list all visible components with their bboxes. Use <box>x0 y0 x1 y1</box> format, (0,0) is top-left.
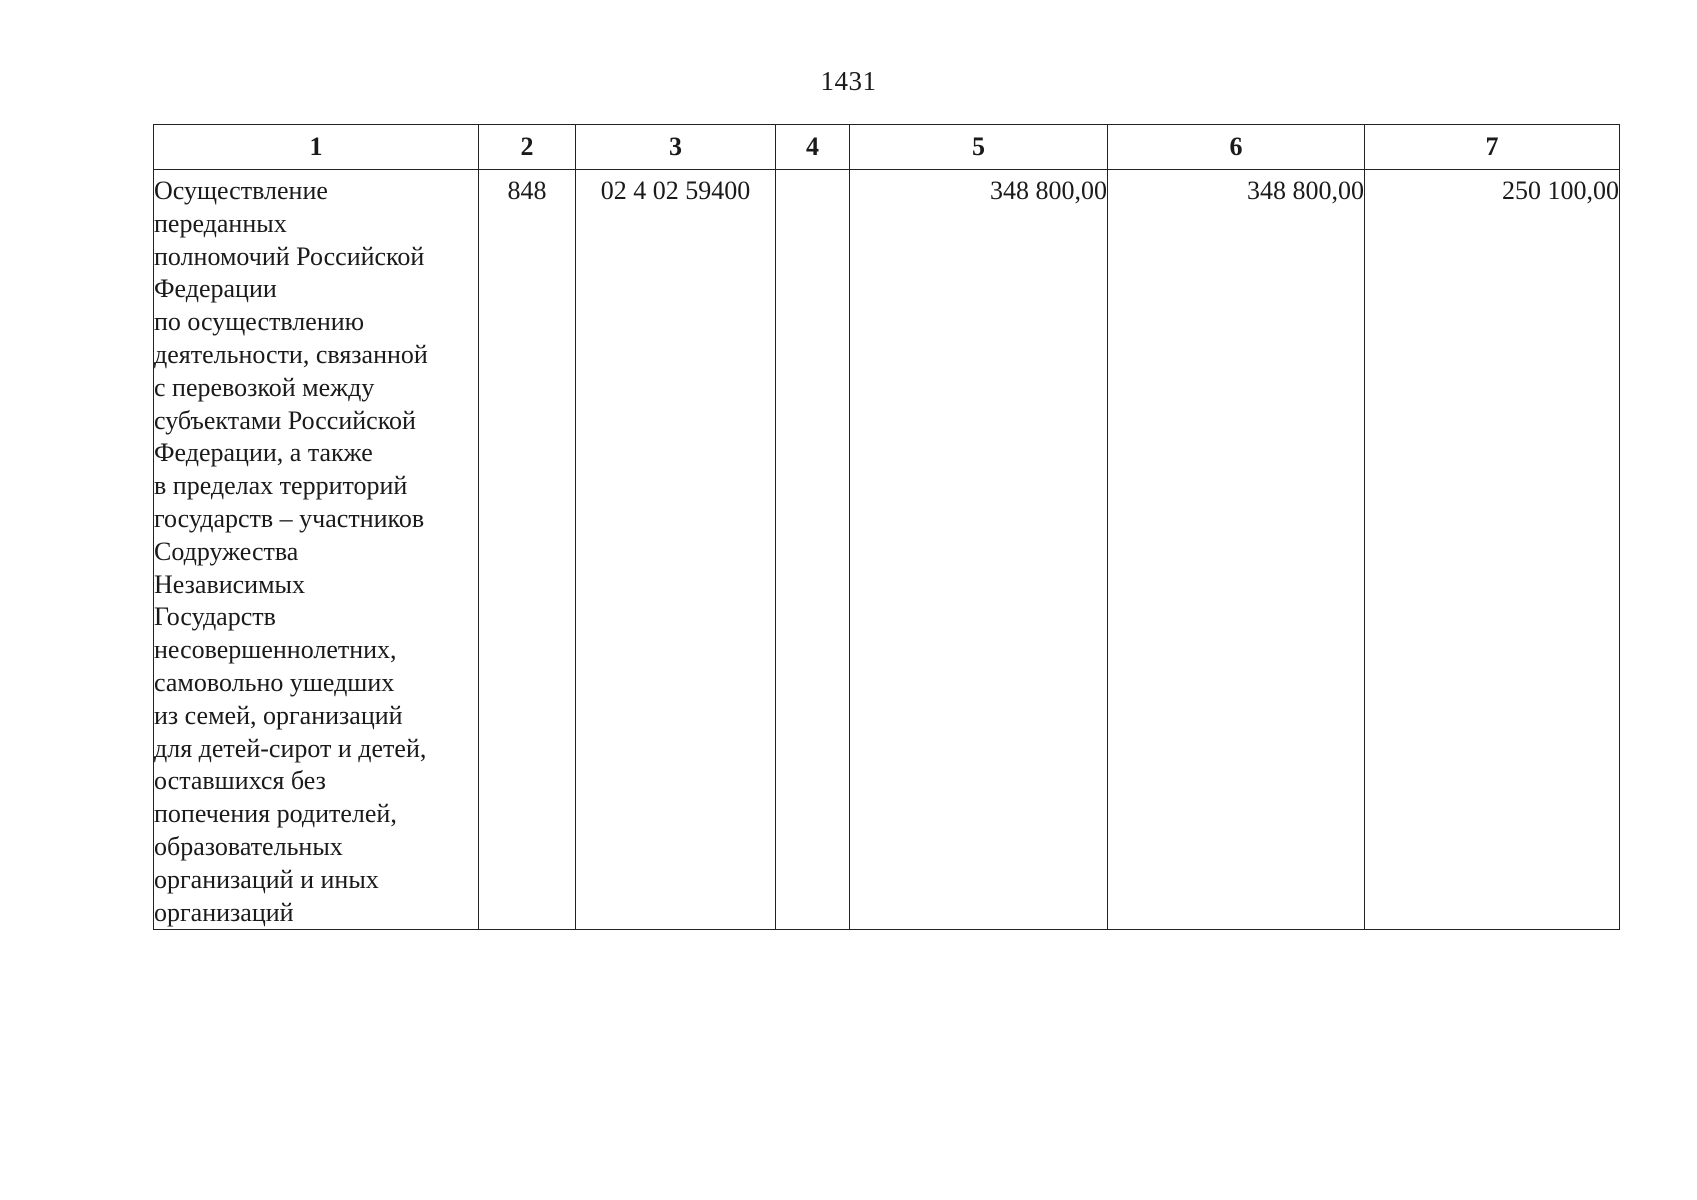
name-line: организаций <box>154 897 294 927</box>
name-line: субъектами Российской <box>154 405 416 435</box>
name-line: с перевозкой между <box>154 372 375 402</box>
table-row <box>154 170 1620 930</box>
name-line: Федерации <box>154 274 277 304</box>
name-line: Независимых <box>154 569 306 599</box>
name-line: образовательных <box>154 831 343 861</box>
name-line: из семей, организаций <box>154 700 403 730</box>
ministry-code-cell: 848 <box>479 170 576 930</box>
amount-col7-cell: 250 100,00 <box>1365 170 1620 930</box>
name-line: организаций и иных <box>154 864 379 894</box>
target-article-cell: 02 4 02 59400 <box>576 170 776 930</box>
column-header-4: 4 <box>776 125 850 170</box>
name-line: государств – участников <box>154 503 425 533</box>
column-header-3: 3 <box>576 125 776 170</box>
column-header-2: 2 <box>479 125 576 170</box>
expense-name-cell <box>154 170 479 930</box>
name-line: переданных <box>154 208 287 238</box>
name-line: деятельности, связанной <box>154 339 428 369</box>
name-line: полномочий Российской <box>154 241 425 271</box>
amount-col5-cell: 348 800,00 <box>850 170 1108 930</box>
column-header-7: 7 <box>1365 125 1620 170</box>
name-line: Содружества <box>154 536 299 566</box>
amount-col6-cell: 348 800,00 <box>1108 170 1365 930</box>
name-line: оставшихся без <box>154 766 326 796</box>
name-line: для детей-сирот и детей, <box>154 733 427 763</box>
name-line: в пределах территорий <box>154 471 408 501</box>
name-line: самовольно ушедших <box>154 667 395 697</box>
column-header-1: 1 <box>154 125 479 170</box>
name-line: Федерации, а также <box>154 438 373 468</box>
page-number: 1431 <box>820 66 877 96</box>
name-line: по осуществлению <box>154 307 365 337</box>
name-line: попечения родителей, <box>154 799 397 829</box>
expense-type-cell <box>776 170 850 930</box>
name-line: Государств <box>154 602 276 632</box>
name-line: Осуществление <box>154 176 328 205</box>
column-header-5: 5 <box>850 125 1108 170</box>
budget-table <box>153 124 1620 930</box>
table-header-row <box>154 125 1620 170</box>
name-line: несовершеннолетних, <box>154 635 397 665</box>
column-header-6: 6 <box>1108 125 1365 170</box>
